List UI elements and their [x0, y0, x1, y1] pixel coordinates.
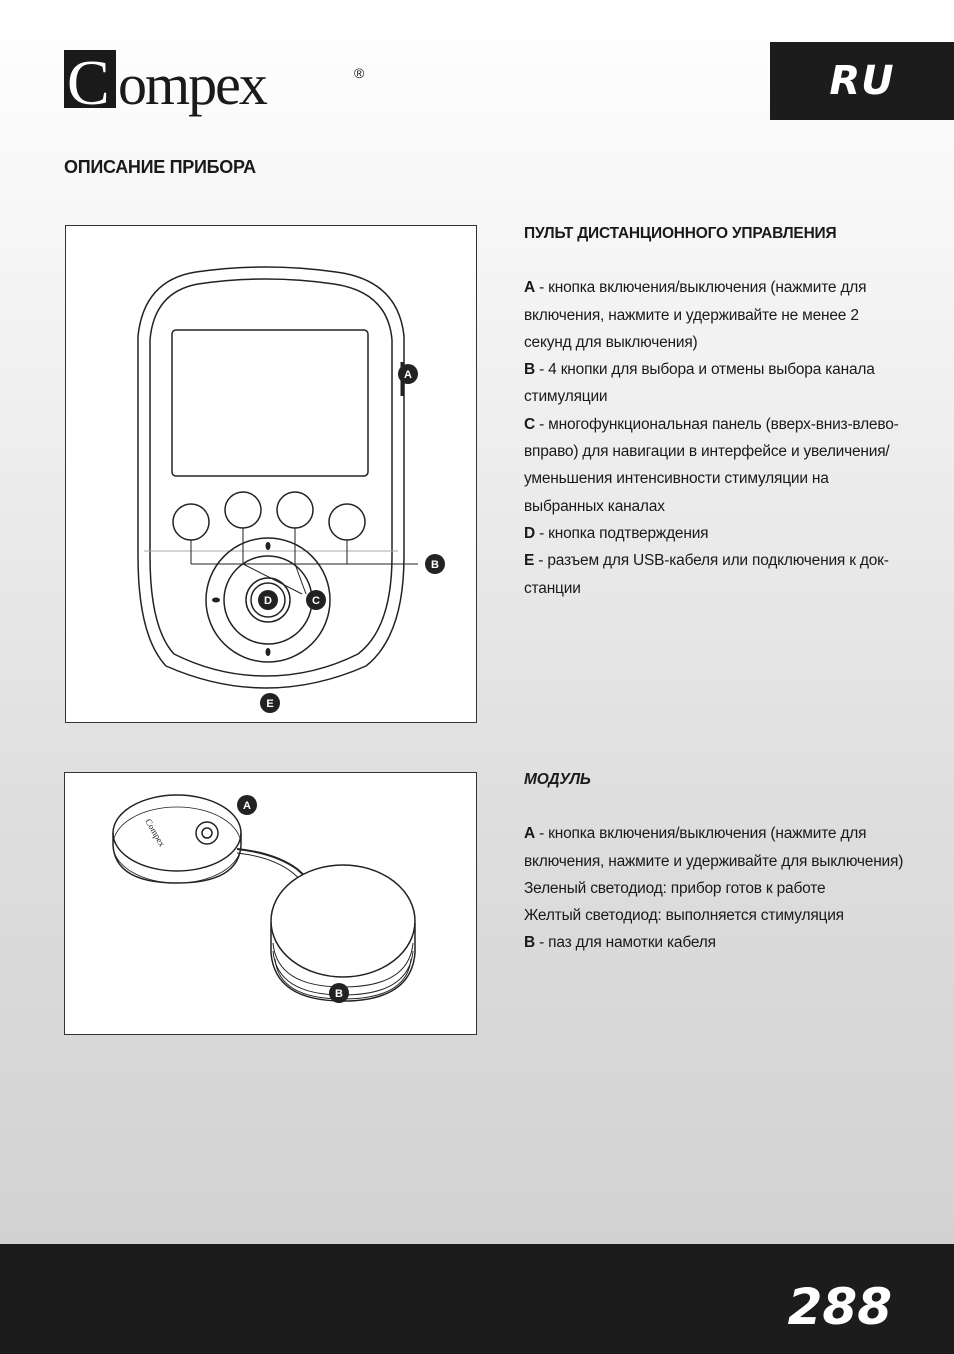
- small-module: [113, 795, 241, 883]
- remote-item-e: E - разъем для USB-кабеля или подключения к док-станции: [524, 552, 889, 597]
- svg-text:A: A: [404, 369, 412, 381]
- cable-reel: [271, 865, 415, 1001]
- marker-d: [258, 590, 278, 610]
- module-marker-b: [329, 983, 349, 1003]
- module-item-yellow-led: Желтый светодиод: выполняется стимуляция: [524, 907, 844, 925]
- svg-text:A: A: [243, 800, 251, 812]
- channel-button-2: [225, 492, 261, 528]
- module-marker-a: [237, 795, 257, 815]
- remote-screen: [172, 330, 368, 476]
- page-number: 288: [787, 1278, 892, 1336]
- remote-item-a: A - кнопка включения/выключения (нажмите для включения, нажмите и удерживайте не менее 2 секунд для выключения): [524, 279, 867, 351]
- svg-text:C: C: [312, 595, 320, 607]
- channel-button-4: [329, 504, 365, 540]
- nav-down-indicator: [266, 648, 271, 656]
- language-tab: RU: [770, 42, 954, 120]
- marker-c: [306, 590, 326, 610]
- marker-a: [398, 364, 418, 384]
- remote-control-figure: [65, 225, 477, 723]
- remote-item-d: D - кнопка подтверждения: [524, 524, 709, 542]
- marker-e: [260, 693, 280, 713]
- logo-letter-c: C: [67, 47, 110, 118]
- remote-item-b: B - 4 кнопки для выбора и отмены выбора канала стимуляции: [524, 361, 875, 406]
- svg-text:B: B: [431, 559, 439, 571]
- svg-text:ompex: ompex: [118, 52, 266, 117]
- module-item-green-led: Зеленый светодиод: прибор готов к работе: [524, 879, 826, 897]
- module-figure: [64, 772, 477, 1035]
- module-item-b: B - паз для намотки кабеля: [524, 934, 716, 952]
- channel-button-3: [277, 492, 313, 528]
- compex-logo: [64, 44, 374, 120]
- svg-text:B: B: [335, 988, 343, 1000]
- module-description: [524, 766, 904, 957]
- svg-text:D: D: [264, 595, 272, 607]
- remote-item-c: C - многофункциональная панель (вверх-вниз-влево-вправо) для навигации в интерфейсе и увеличения/уменьшения интенсивности стимуляции на выбранных каналах: [524, 415, 899, 515]
- module-device-logo: Compex: [143, 817, 168, 849]
- page-heading: ОПИСАНИЕ ПРИБОРА: [64, 157, 256, 177]
- remote-title: ПУЛЬТ ДИСТАНЦИОННОГО УПРАВЛЕНИЯ: [524, 225, 837, 242]
- module-item-a: A - кнопка включения/выключения (нажмите для включения, нажмите и удерживайте для выключения): [524, 825, 904, 870]
- channel-button-1: [173, 504, 209, 540]
- svg-text:E: E: [266, 698, 274, 710]
- marker-b: [425, 554, 445, 574]
- nav-up-indicator: [266, 542, 271, 550]
- module-title: МОДУЛЬ: [524, 771, 591, 788]
- remote-description: [524, 220, 904, 602]
- nav-left-indicator: [212, 598, 220, 603]
- svg-text:®: ®: [354, 65, 365, 81]
